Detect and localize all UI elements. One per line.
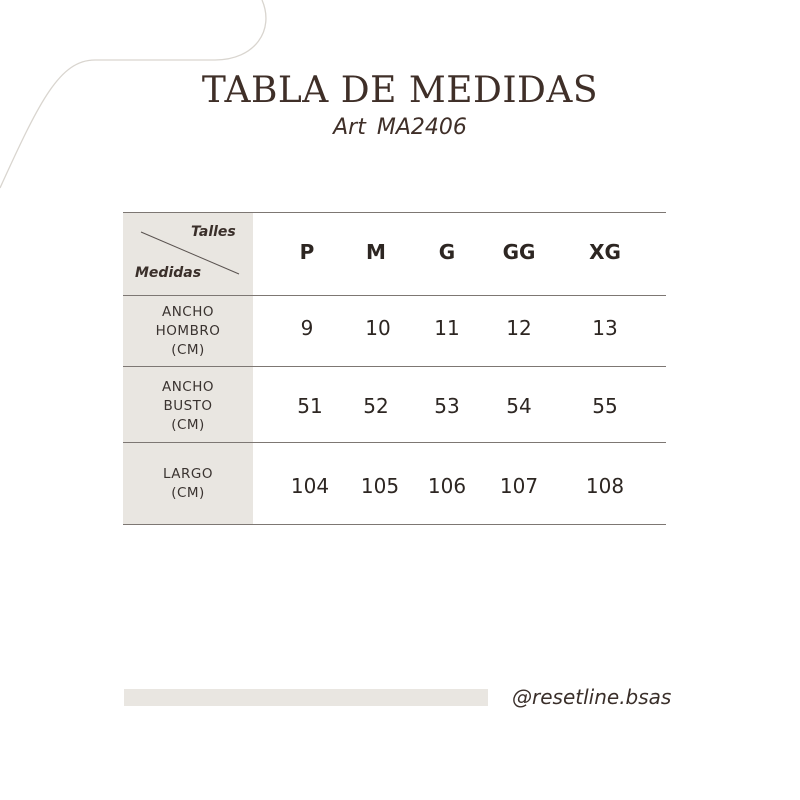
table-cell: 108	[585, 474, 625, 498]
size-header: M	[366, 240, 386, 264]
row-label-line: BUSTO	[163, 398, 213, 414]
table-cell: 52	[363, 394, 389, 418]
table-rule	[123, 442, 666, 443]
table-cell: 55	[592, 394, 618, 418]
size-header: XG	[589, 240, 621, 264]
row-label-line: (CM)	[171, 485, 205, 501]
corner-label-medidas: Medidas	[135, 265, 202, 281]
size-header: P	[299, 240, 315, 264]
table-cell: 10	[365, 316, 391, 340]
table-cell: 105	[360, 474, 400, 498]
table-rule	[123, 366, 666, 367]
row-label-line: ANCHO	[161, 304, 215, 320]
table-cell: 107	[499, 474, 539, 498]
article-code: Art MA2406	[333, 115, 467, 140]
table-cell: 51	[297, 394, 323, 418]
social-handle[interactable]: @resetline.bsas	[512, 685, 672, 709]
row-label-ancho-hombro	[123, 303, 253, 360]
row-label-ancho-busto	[123, 378, 253, 435]
row-label-line: (CM)	[171, 342, 205, 358]
table-cell: 12	[506, 316, 532, 340]
table-cell: 13	[592, 316, 618, 340]
table-cell: 104	[290, 474, 330, 498]
footer-bar	[124, 689, 488, 706]
size-table	[123, 212, 666, 525]
table-cell: 11	[434, 316, 460, 340]
row-label-line: (CM)	[171, 417, 205, 433]
row-label-line: ANCHO	[161, 379, 215, 395]
row-label-largo	[123, 465, 253, 503]
table-rule-bottom	[123, 524, 666, 525]
size-header: G	[438, 240, 456, 264]
size-header: GG	[502, 240, 536, 264]
row-label-line: LARGO	[162, 466, 214, 482]
table-cell: 53	[434, 394, 460, 418]
page-title: TABLA DE MEDIDAS	[201, 70, 599, 111]
table-rule	[123, 295, 666, 296]
table-cell: 106	[427, 474, 467, 498]
table-cell: 54	[506, 394, 532, 418]
row-label-line: HOMBRO	[155, 323, 221, 339]
table-cell: 9	[300, 316, 314, 340]
corner-label-talles: Talles	[191, 224, 236, 240]
